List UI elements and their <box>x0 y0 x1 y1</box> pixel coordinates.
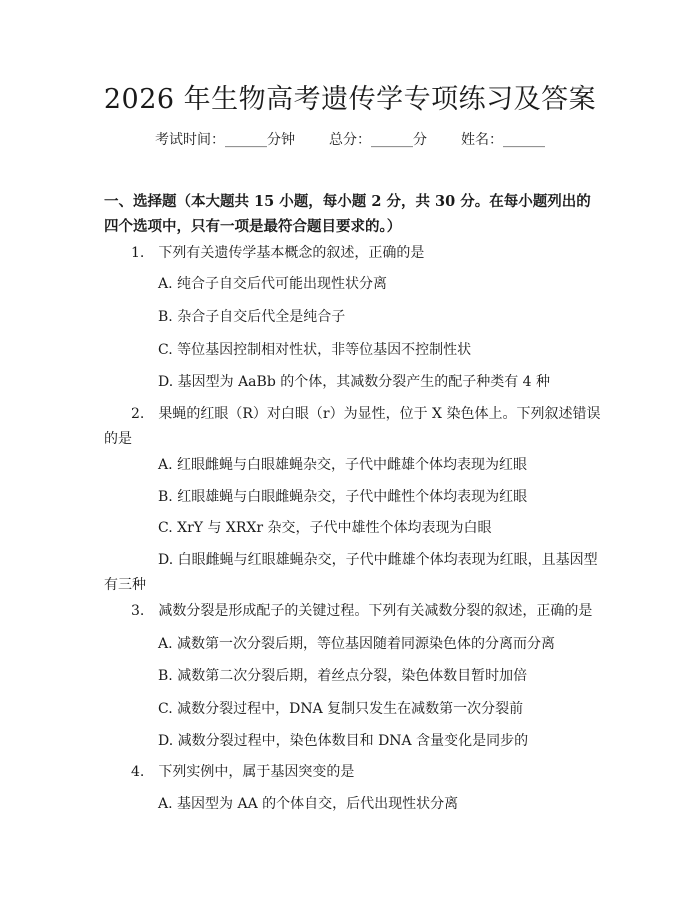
question-4-stem: 4. 下列实例中，属于基因突变的是 <box>131 764 355 780</box>
question-3-option-d: D. 减数分裂过程中，染色体数目和 DNA 含量变化是同步的 <box>158 733 529 749</box>
exam-time-field: 考试时间：______分钟 <box>155 132 295 148</box>
question-1-option-d: D. 基因型为 AaBb 的个体，其减数分裂产生的配子种类有 4 种 <box>158 374 551 390</box>
question-2-option-b: B. 红眼雄蝇与白眼雌蝇杂交，子代中雌性个体均表现为红眼 <box>158 489 528 505</box>
question-2-option-a: A. 红眼雌蝇与白眼雄蝇杂交，子代中雌雄个体均表现为红眼 <box>158 457 528 473</box>
question-2-stem: 2. 果蝇的红眼（R）对白眼（r）为显性，位于 X 染色体上。下列叙述错误的是 <box>104 406 601 447</box>
question-3-option-c: C. 减数分裂过程中，DNA 复制只发生在减数第一次分裂前 <box>158 701 524 717</box>
question-4-option-a: A. 基因型为 AA 的个体自交，后代出现性状分离 <box>158 796 459 812</box>
question-2-option-c: C. XrY 与 XRXr 杂交，子代中雄性个体均表现为白眼 <box>158 520 492 536</box>
question-1-option-b: B. 杂合子自交后代全是纯合子 <box>158 309 346 325</box>
question-3-option-b: B. 减数第二次分裂后期，着丝点分裂，染色体数目暂时加倍 <box>158 668 528 684</box>
document-title: 2026 年生物高考遗传学专项练习及答案 <box>103 84 597 115</box>
question-3-stem: 3. 减数分裂是形成配子的关键过程。下列有关减数分裂的叙述，正确的是 <box>131 603 593 619</box>
total-score-field: 总分：______分 <box>329 132 427 148</box>
question-2-option-d: D. 白眼雌蝇与红眼雄蝇杂交，子代中雌雄个体均表现为红眼，且基因型有三种 <box>104 552 598 593</box>
exam-meta-line <box>0 130 700 150</box>
question-3-option-a: A. 减数第一次分裂后期，等位基因随着同源染色体的分离而分离 <box>158 636 556 652</box>
question-1-stem: 1. 下列有关遗传学基本概念的叙述，正确的是 <box>131 245 425 261</box>
section-heading-multiple-choice: 一、选择题（本大题共 15 小题，每小题 2 分，共 30 分。在每小题列出的四个选项中，只有一项是最符合题目要求的。） <box>104 193 591 235</box>
question-1-option-a: A. 纯合子自交后代可能出现性状分离 <box>158 276 388 292</box>
question-1-option-c: C. 等位基因控制相对性状，非等位基因不控制性状 <box>158 342 472 358</box>
student-name-field: 姓名：______ <box>461 132 545 148</box>
